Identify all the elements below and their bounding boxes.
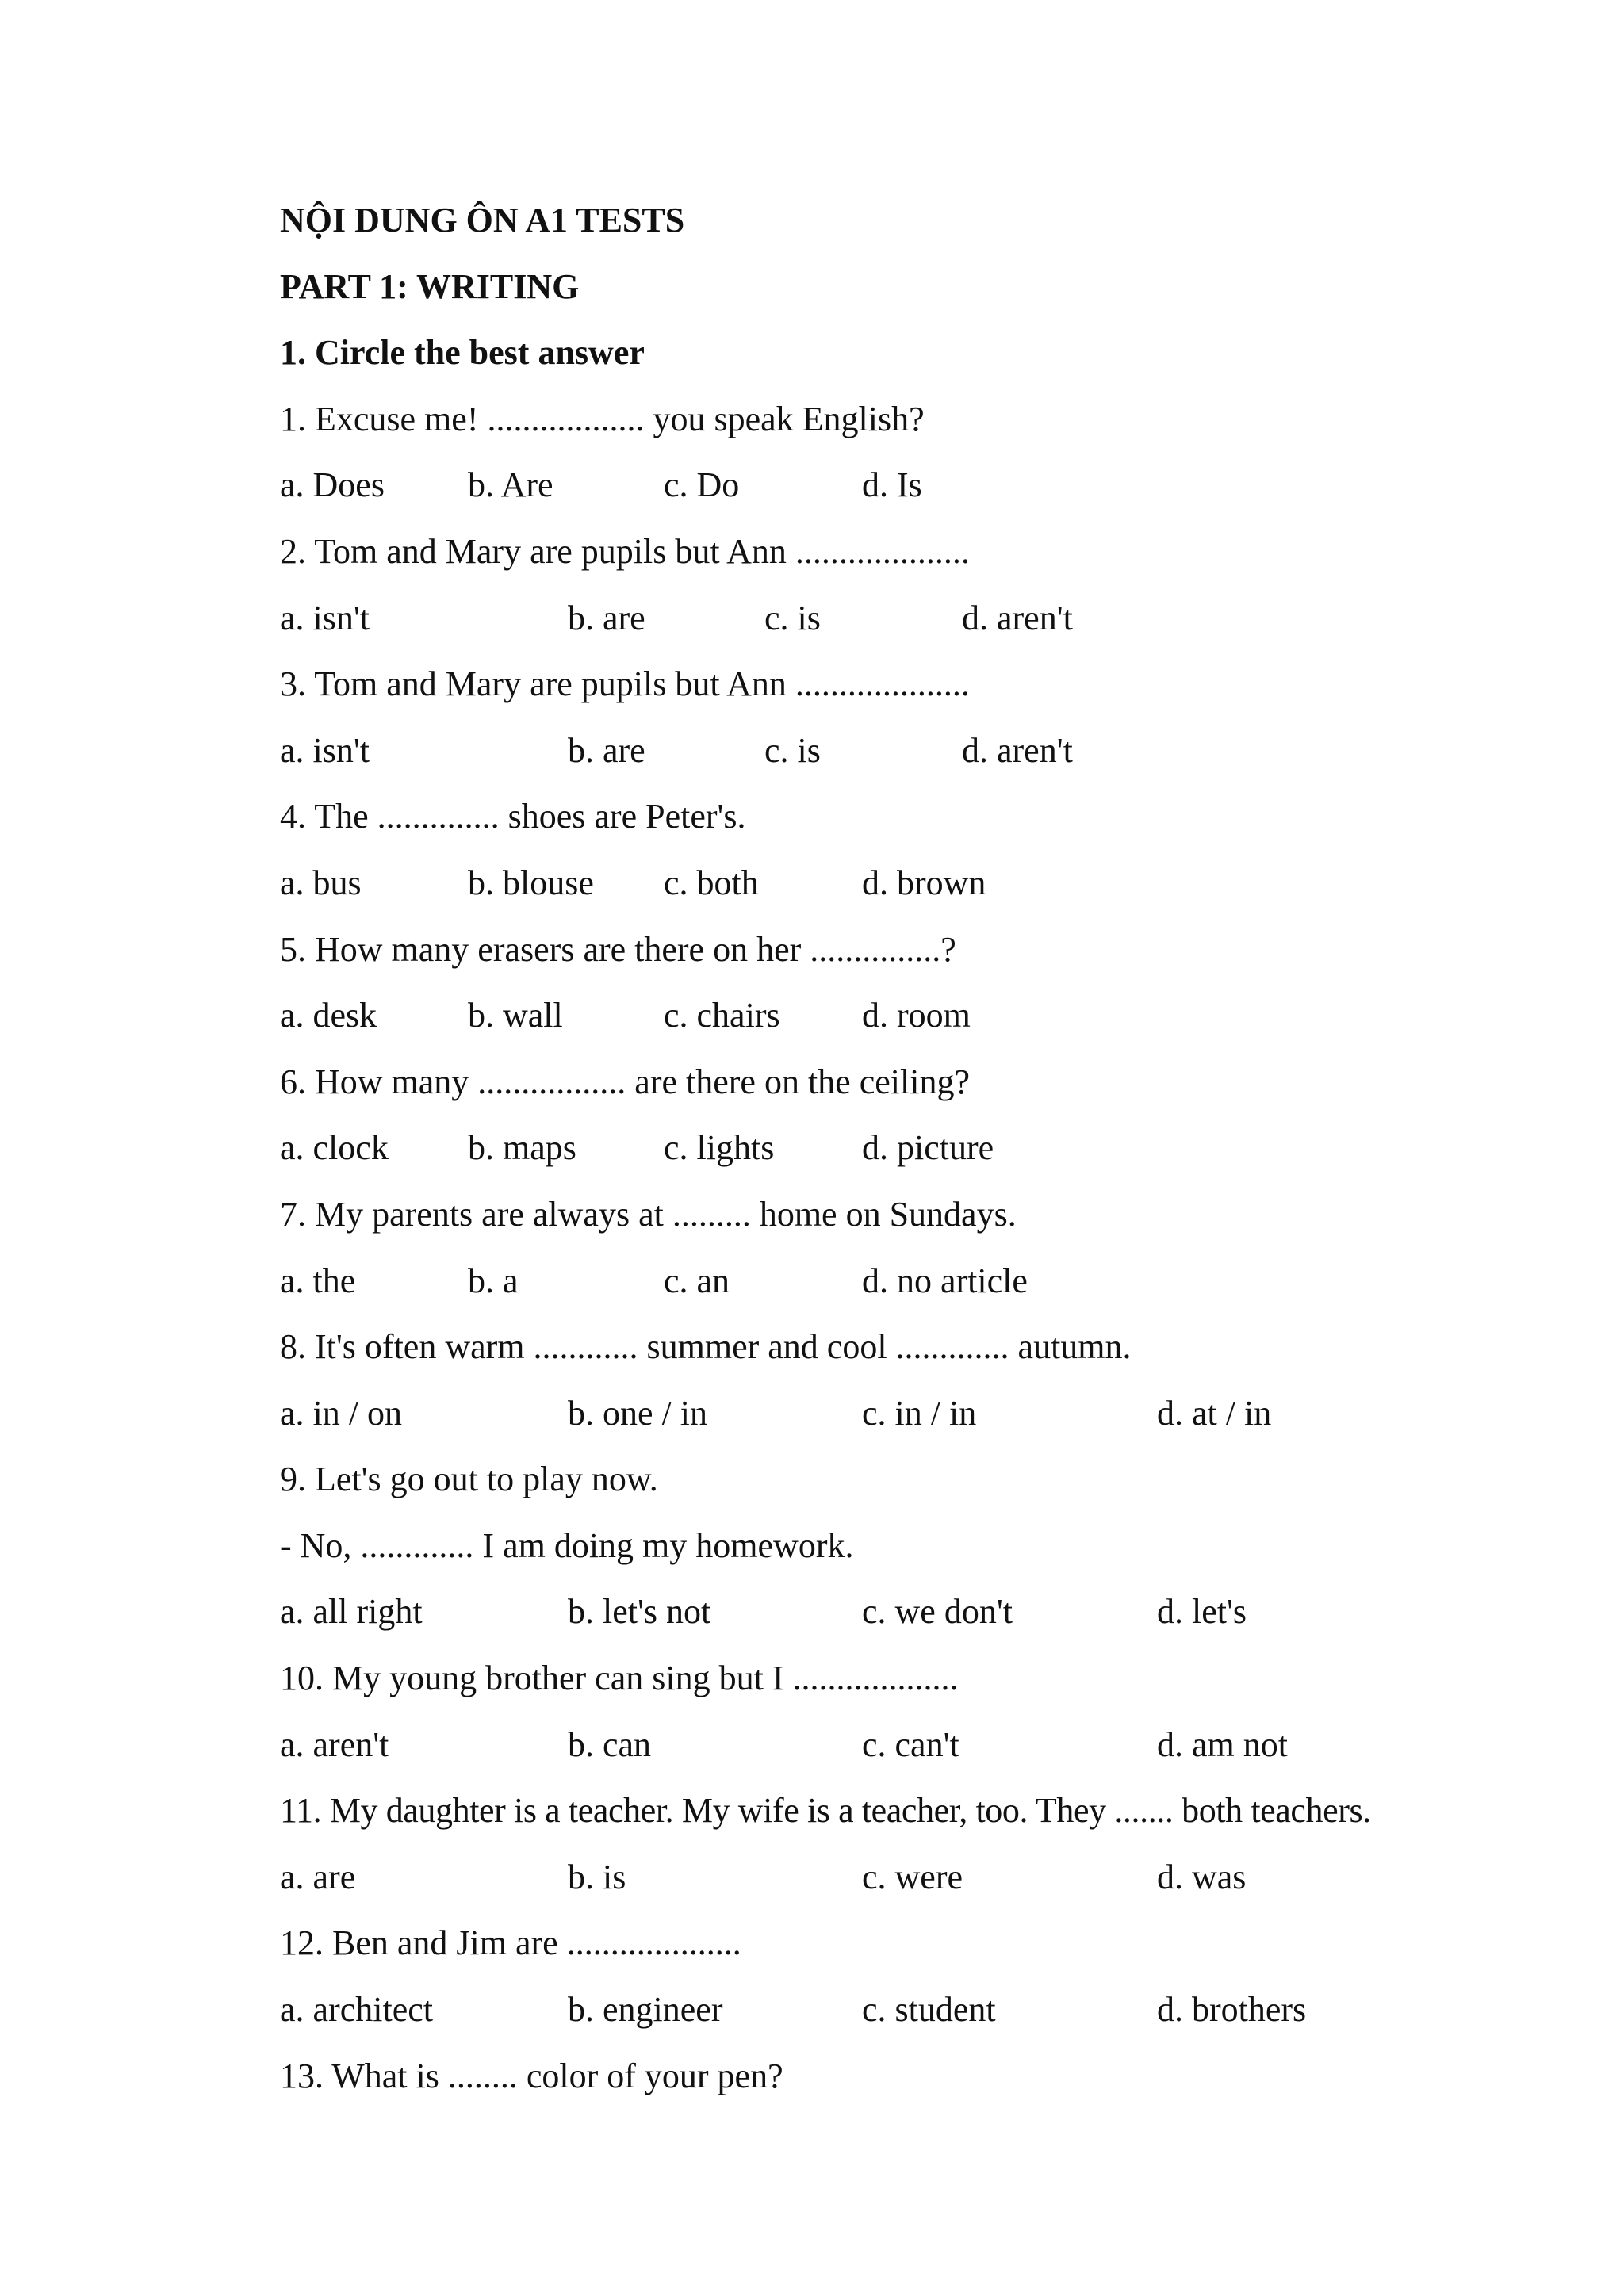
option-3b: b. are: [568, 730, 645, 770]
option-8d: d. at / in: [1157, 1393, 1272, 1433]
question-11: 11. My daughter is a teacher. My wife is a teacher, too. They ....... both teachers.: [280, 1791, 1371, 1831]
document-title: NỘI DUNG ÔN A1 TESTS: [280, 201, 685, 239]
question-2: 2. Tom and Mary are pupils but Ann ....................: [280, 531, 970, 571]
option-4d: d. brown: [862, 863, 986, 902]
option-4a: a. bus: [280, 863, 362, 902]
options-9: [280, 1578, 1580, 1645]
options-11: [280, 1844, 1580, 1911]
option-11a: a. are: [280, 1857, 356, 1896]
option-12c: c. student: [862, 1990, 996, 2030]
option-2d: d. aren't: [962, 598, 1073, 637]
option-3a: a. isn't: [280, 730, 370, 770]
question-1: 1. Excuse me! .................. you speak English?: [280, 399, 925, 438]
option-1c: c. Do: [664, 465, 740, 505]
option-2c: c. is: [764, 598, 821, 637]
option-10c: c. can't: [862, 1724, 959, 1764]
option-5b: b. wall: [468, 996, 563, 1035]
question-7: 7. My parents are always at ......... home on Sundays.: [280, 1194, 1017, 1234]
options-3: [280, 718, 1580, 784]
option-9c: c. we don't: [862, 1592, 1013, 1632]
section-heading: 1. Circle the best answer: [280, 333, 645, 373]
options-6: [280, 1115, 1580, 1181]
options-5: [280, 982, 1580, 1049]
question-9: 9. Let's go out to play now.: [280, 1460, 658, 1499]
question-9-response: - No, ............. I am doing my homework.: [280, 1525, 854, 1565]
option-10b: b. can: [568, 1724, 652, 1764]
question-4: 4. The .............. shoes are Peter's.: [280, 797, 746, 836]
option-9d: d. let's: [1157, 1592, 1247, 1632]
document-content: [280, 187, 1580, 2109]
option-5d: d. room: [862, 996, 971, 1035]
option-8b: b. one / in: [568, 1393, 707, 1433]
option-2a: a. isn't: [280, 598, 370, 637]
option-6b: b. maps: [468, 1128, 576, 1168]
options-12: [280, 1976, 1580, 2043]
question-10: 10. My young brother can sing but I ...................: [280, 1659, 959, 1698]
option-7a: a. the: [280, 1261, 356, 1300]
option-9b: b. let's not: [568, 1592, 711, 1632]
options-8: [280, 1380, 1580, 1447]
option-8c: c. in / in: [862, 1393, 977, 1433]
question-3: 3. Tom and Mary are pupils but Ann ....................: [280, 664, 970, 704]
option-11b: b. is: [568, 1857, 626, 1896]
question-12: 12. Ben and Jim are ....................: [280, 1923, 741, 1963]
question-5: 5. How many erasers are there on her ...............?: [280, 929, 956, 969]
option-1a: a. Does: [280, 465, 385, 505]
option-7c: c. an: [664, 1261, 730, 1300]
option-12b: b. engineer: [568, 1990, 723, 2030]
question-13: 13. What is ........ color of your pen?: [280, 2056, 783, 2095]
option-6a: a. clock: [280, 1128, 389, 1168]
option-10d: d. am not: [1157, 1724, 1288, 1764]
option-1b: b. Are: [468, 465, 553, 505]
part-heading: PART 1: WRITING: [280, 266, 580, 306]
option-11c: c. were: [862, 1857, 963, 1896]
option-8a: a. in / on: [280, 1393, 402, 1433]
option-12a: a. architect: [280, 1990, 433, 2030]
option-4c: c. both: [664, 863, 759, 902]
option-11d: d. was: [1157, 1857, 1247, 1896]
question-8: 8. It's often warm ............ summer and cool ............. autumn.: [280, 1327, 1132, 1367]
options-2: [280, 585, 1580, 652]
options-4: [280, 850, 1580, 916]
option-9a: a. all right: [280, 1592, 423, 1632]
option-3c: c. is: [764, 730, 821, 770]
option-12d: d. brothers: [1157, 1990, 1307, 2030]
options-1: [280, 452, 1580, 519]
option-7b: b. a: [468, 1261, 519, 1300]
option-6d: d. picture: [862, 1128, 994, 1168]
option-2b: b. are: [568, 598, 645, 637]
question-6: 6. How many ................. are there on the ceiling?: [280, 1062, 970, 1101]
option-4b: b. blouse: [468, 863, 594, 902]
option-1d: d. Is: [862, 465, 922, 505]
options-7: [280, 1248, 1580, 1314]
option-6c: c. lights: [664, 1128, 775, 1168]
option-5c: c. chairs: [664, 996, 780, 1035]
option-5a: a. desk: [280, 996, 377, 1035]
option-3d: d. aren't: [962, 730, 1073, 770]
option-7d: d. no article: [862, 1261, 1028, 1300]
options-10: [280, 1712, 1580, 1778]
option-10a: a. aren't: [280, 1724, 389, 1764]
